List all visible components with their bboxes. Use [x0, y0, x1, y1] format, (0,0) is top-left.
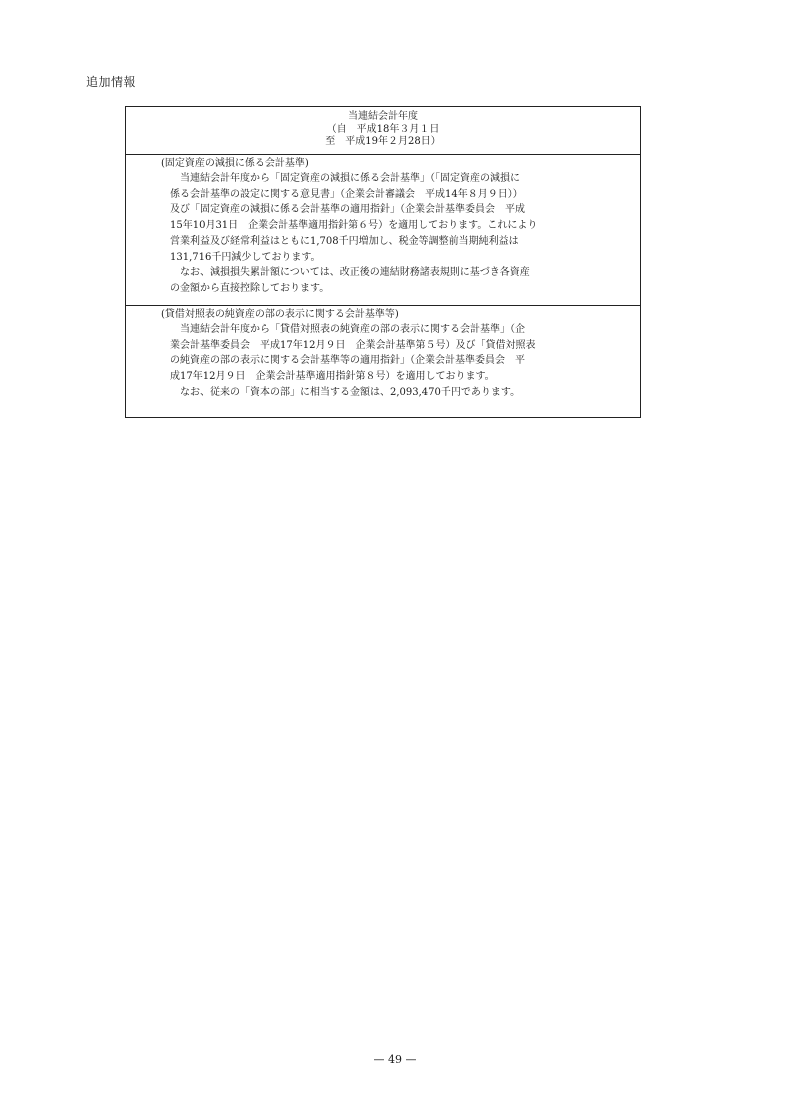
section-body [126, 322, 640, 401]
text-line: 営業利益及び経常利益はともに1,708千円増加し、税金等調整前当期純利益は [170, 235, 519, 247]
text-line: 係る会計基準の設定に関する意見書」（企業会計審議会 平成14年８月９日）） [170, 188, 523, 200]
text-line: 及び「固定資産の減損に係る会計基準の適用指針」（企業会計基準委員会 平成 [170, 204, 525, 216]
text-line: の金額から直接控除しております。 [170, 282, 330, 294]
section-body [126, 171, 640, 297]
section-impairment [126, 155, 640, 306]
section-net-assets [126, 306, 640, 401]
text-line: 業会計基準委員会 平成17年12月９日 企業会計基準第５号）及び「貸借対照表 [170, 339, 536, 351]
text-line: の純資産の部の表示に関する会計基準等の適用指針」（企業会計基準委員会 平 [170, 355, 525, 367]
table-header [126, 107, 640, 155]
additional-info-table [125, 106, 641, 418]
section-title: (固定資産の減損に係る会計基準) [161, 158, 309, 169]
text-line: 成17年12月９日 企業会計基準適用指針第８号）を適用しております。 [170, 371, 495, 383]
text-line: なお、減損損失累計額については、改正後の連結財務諸表規則に基づき各資産 [180, 267, 530, 279]
text-line: なお、従来の「資本の部」に相当する金額は、2,093,470千円であります。 [180, 386, 521, 398]
fiscal-year-label: 当連結会計年度 [348, 111, 418, 122]
section-title: (貸借対照表の純資産の部の表示に関する会計基準等) [161, 309, 399, 320]
text-line: 15年10月31日 企業会計基準適用指針第６号）を適用しております。これにより [170, 220, 538, 232]
period-from: （自 平成18年３月１日 [326, 123, 440, 135]
text-line: 当連結会計年度から「貸借対照表の純資産の部の表示に関する会計基準」（企 [180, 324, 525, 335]
period-to: 至 平成19年２月28日） [325, 136, 441, 147]
text-line: 当連結会計年度から「固定資産の減損に係る会計基準」（「固定資産の減損に [180, 173, 520, 184]
section-heading: 追加情報 [86, 75, 137, 89]
page-number: — 49 — [373, 1053, 417, 1066]
text-line: 131,716千円減少しております。 [170, 251, 321, 263]
